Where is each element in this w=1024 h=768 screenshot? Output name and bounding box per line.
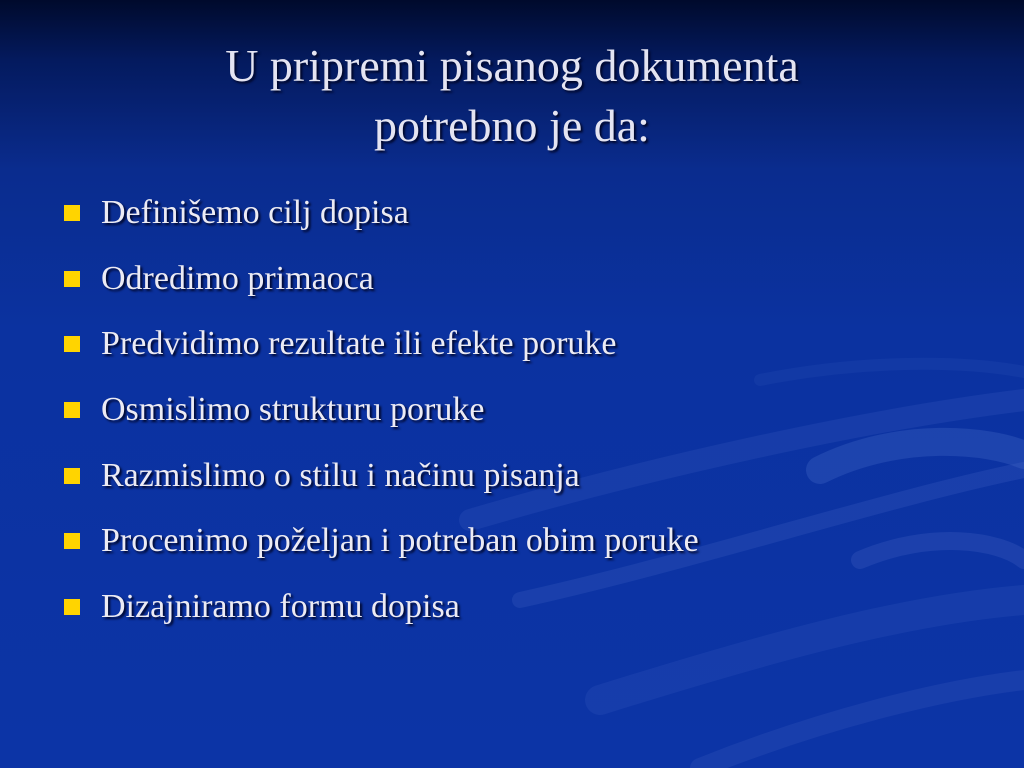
bullet-text: Dizajniramo formu dopisa	[101, 588, 460, 626]
square-bullet-icon	[64, 533, 80, 549]
bullet-text: Definišemo cilj dopisa	[101, 194, 409, 231]
title-line: U pripremi pisanog dokumenta	[225, 40, 799, 91]
bullet-text: Razmislimo o stilu i načinu pisanja	[101, 456, 580, 494]
square-bullet-icon	[64, 271, 80, 287]
square-bullet-icon	[64, 599, 80, 615]
square-bullet-icon	[64, 336, 80, 352]
bullet-text: Odredimo primaoca	[101, 259, 374, 297]
bullet-text: Procenimo poželjan i potreban obim poruke	[101, 522, 699, 560]
bullet-text: Osmislimo strukturu poruke	[101, 391, 485, 429]
title-line: potrebno je da:	[374, 100, 650, 151]
bullet-text: Predvidimo rezultate ili efekte poruke	[101, 325, 617, 363]
square-bullet-icon	[64, 402, 80, 418]
square-bullet-icon	[64, 205, 80, 221]
slide-title	[0, 36, 1024, 156]
square-bullet-icon	[64, 468, 80, 484]
